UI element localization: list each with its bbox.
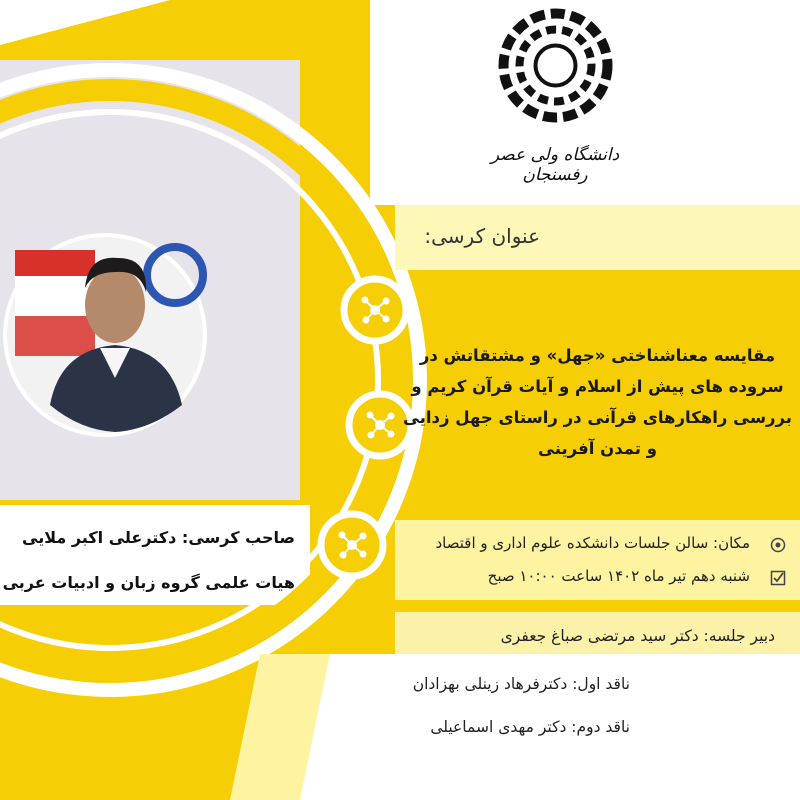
location-icon [770, 537, 786, 553]
university-logo-icon [498, 8, 613, 123]
session-title-label: عنوان کرسی: [424, 224, 540, 248]
network-icon [362, 407, 398, 443]
session-location: مکان: سالن جلسات دانشکده علوم اداری و اقتصاد [435, 534, 750, 552]
presenter-name: صاحب کرسی: دکترعلی اکبر ملایی [22, 528, 295, 547]
network-icon [334, 527, 370, 563]
session-title: مقایسه معناشناختی «جهل» و مشتقاتش در سروده های پیش از اسلام و آیات قرآن کریم و بررسی راهکارهای قرآنی در راستای جهل زدایی و تمدن آفرینی [402, 346, 793, 458]
checkbox-icon [770, 570, 786, 586]
session-moderator: دبیر جلسه: دکتر سید مرتضی صباغ جعفری [500, 627, 775, 645]
second-critic: ناقد دوم: دکتر مهدی اسماعیلی [430, 718, 630, 736]
network-icon [357, 292, 393, 328]
first-critic: ناقد اول: دکترفرهاد زینلی بهزادان [412, 675, 630, 693]
university-name: دانشگاه ولی عصر رفسنجان [490, 145, 620, 185]
session-datetime: شنبه دهم تیر ماه ۱۴۰۲ ساعت ۱۰:۰۰ صبح [487, 567, 750, 585]
presenter-role: هیات علمی گروه زبان و ادبیات عربی [2, 573, 295, 592]
